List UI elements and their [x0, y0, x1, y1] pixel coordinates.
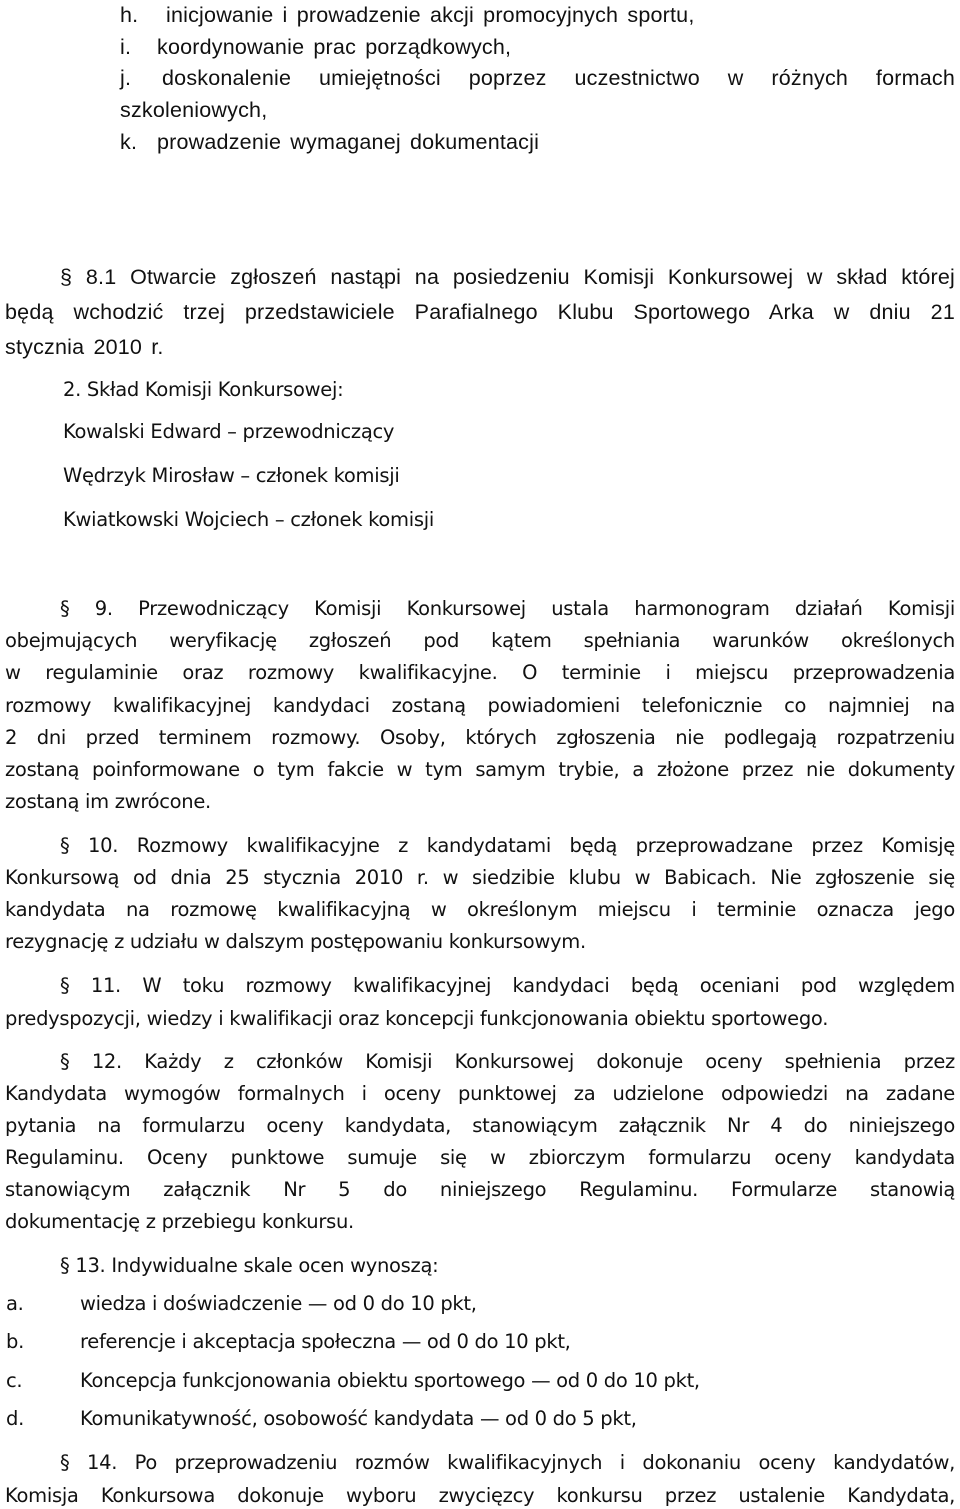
paragraph-line: zostaną poinformowane o tym fakcie w tym samym trybie, a złożone przez nie dokumenty	[5, 758, 955, 781]
paragraph-line: będą wchodzić trzej przedstawiciele Parafialnego Klubu Sportowego Arka w dniu 21	[5, 300, 955, 324]
paragraph-line: rozmowy kwalifikacyjnej kandydaci zostaną powiadomieni telefonicznie co najmniej na	[5, 694, 955, 717]
list-item-text: doskonalenie umiejętności poprzez uczestnictwo w różnych formach	[162, 66, 955, 90]
committee-member: Kowalski Edward – przewodniczący	[63, 420, 395, 443]
paragraph-line: § 9. Przewodniczący Komisji Konkursowej ustala harmonogram działań Komisji	[60, 597, 955, 620]
scale-item-label: b.	[6, 1330, 24, 1353]
paragraph-line: § 12. Każdy z członków Komisji Konkursowej dokonuje oceny spełnienia przez	[60, 1050, 955, 1073]
paragraph-line: zostaną im zwrócone.	[5, 790, 211, 813]
paragraph-line: Komisja Konkursowa dokonuje wyboru zwycięzcy konkursu przez ustalenie Kandydata,	[5, 1484, 955, 1507]
paragraph-line: kandydata na rozmowę kwalifikacyjną w określonym miejscu i terminie oznacza jego	[5, 898, 955, 921]
paragraph-line: 2 dni przed terminem rozmowy. Osoby, których zgłoszenia nie podlegają rozpatrzeniu	[5, 726, 955, 749]
list-item-label: i.	[120, 35, 132, 59]
paragraph-line: § 10. Rozmowy kwalifikacyjne z kandydatami będą przeprowadzane przez Komisję	[60, 834, 955, 857]
paragraph-line: § 8.1 Otwarcie zgłoszeń nastąpi na posiedzeniu Komisji Konkursowej w skład której	[60, 265, 955, 289]
scale-item-text: Koncepcja funkcjonowania obiektu sportowego — od 0 do 10 pkt,	[80, 1369, 700, 1392]
paragraph-line: dokumentację z przebiegu konkursu.	[5, 1210, 354, 1233]
paragraph-line: pytania na formularzu oceny kandydata, stanowiącym załącznik Nr 4 do niniejszego	[5, 1114, 955, 1137]
paragraph-line: § 14. Po przeprowadzeniu rozmów kwalifikacyjnych i dokonaniu oceny kandydatów,	[60, 1451, 955, 1474]
scale-item-label: d.	[6, 1407, 24, 1430]
paragraph-line: § 11. W toku rozmowy kwalifikacyjnej kandydaci będą oceniani pod względem	[60, 974, 955, 997]
committee-member: Kwiatkowski Wojciech – członek komisji	[63, 508, 434, 531]
list-item-label: k.	[120, 130, 138, 154]
paragraph-line: Regulaminu. Oceny punktowe sumuje się w zbiorczym formularzu oceny kandydata	[5, 1146, 955, 1169]
scale-item-text: referencje i akceptacja społeczna — od 0 do 10 pkt,	[80, 1330, 571, 1353]
committee-member: Wędrzyk Mirosław – członek komisji	[63, 464, 400, 487]
section-heading: 2. Skład Komisji Konkursowej:	[63, 378, 344, 401]
paragraph-line: Konkursową od dnia 25 stycznia 2010 r. w siedzibie klubu w Babicach. Nie zgłoszenie się	[5, 866, 955, 889]
paragraph-line: rezygnację z udziału w dalszym postępowaniu konkursowym.	[5, 930, 586, 953]
scale-item-text: Komunikatywność, osobowość kandydata — od 0 do 5 pkt,	[80, 1407, 637, 1430]
list-item-text: koordynowanie prac porządkowych,	[157, 35, 512, 59]
scale-item-label: a.	[6, 1292, 24, 1315]
paragraph-line: w regulaminie oraz rozmowy kwalifikacyjne. O terminie i miejscu przeprowadzenia	[5, 661, 955, 684]
paragraph-line: predyspozycji, wiedzy i kwalifikacji oraz koncepcji funkcjonowania obiektu sportowego.	[5, 1007, 829, 1030]
list-item-label: h.	[120, 3, 139, 27]
scale-item-label: c.	[6, 1369, 23, 1392]
scale-item-text: wiedza i doświadczenie — od 0 do 10 pkt,	[80, 1292, 477, 1315]
list-item-continuation: szkoleniowych,	[120, 98, 268, 122]
list-item-text: inicjowanie i prowadzenie akcji promocyjnych sportu,	[166, 3, 695, 27]
paragraph-line: obejmujących weryfikację zgłoszeń pod kątem spełniania warunków określonych	[5, 629, 955, 652]
list-item-label: j.	[120, 66, 132, 90]
paragraph-line: Kandydata wymogów formalnych i oceny punktowej za udzielone odpowiedzi na zadane	[5, 1082, 955, 1105]
paragraph-line: stanowiącym załącznik Nr 5 do niniejszego Regulaminu. Formularze stanowią	[5, 1178, 955, 1201]
list-item-text: prowadzenie wymaganej dokumentacji	[157, 130, 540, 154]
paragraph-line: stycznia 2010 r.	[5, 335, 164, 359]
section-heading: § 13. Indywidualne skale ocen wynoszą:	[60, 1254, 439, 1277]
